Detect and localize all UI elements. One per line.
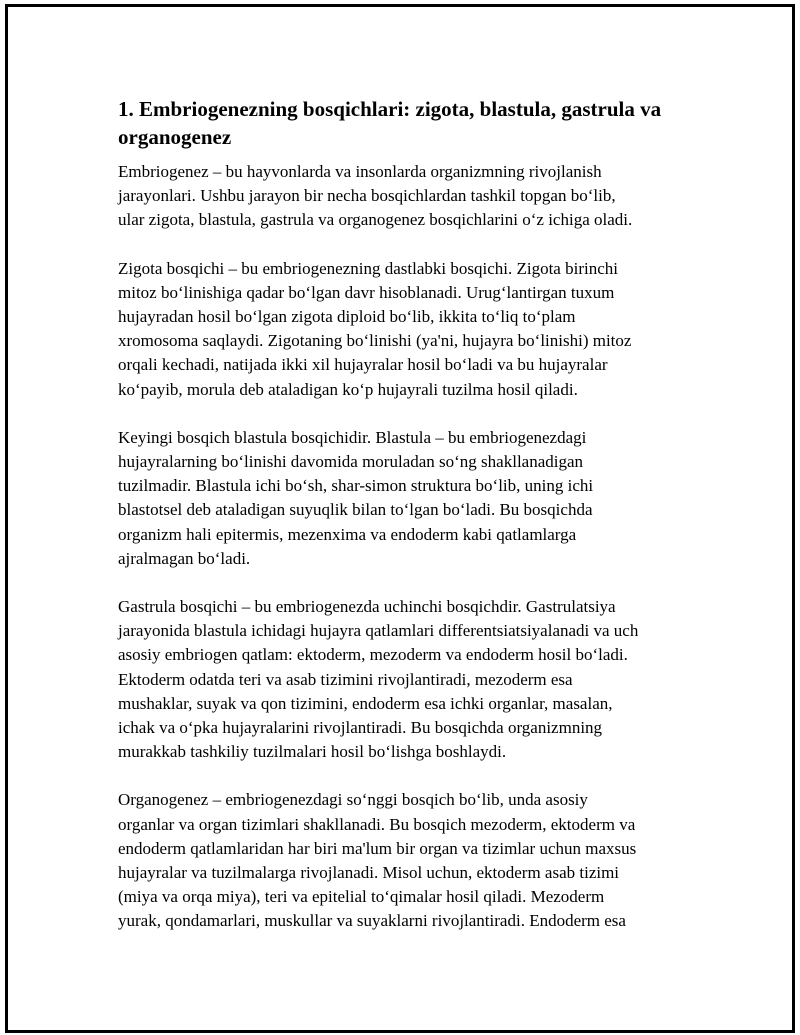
paragraph-blastula: Keyingi bosqich blastula bosqichidir. Blastula – bu embriogenezdagi hujayralarning bo‘linishi davomida moruladan so‘ng shakllanadigan tuzilmadir. Blastula ichi bo‘sh, shar-simon struktura bo‘lib, uning ichi blastotsel deb ataladigan suyuqlik bilan to‘lgan bo‘ladi. Bu bosqichda organizm hali epitermis, mezenxima va endoderm kabi qatlamlarga ajralmagan bo‘ladi.	[118, 427, 594, 568]
page-frame	[5, 4, 795, 1033]
section-heading: 1. Embriogenezning bosqichlari: zigota, blastula, gastrula va organogenez	[118, 97, 662, 149]
paragraph-organogenez: Organogenez – embriogenezdagi so‘nggi bosqich bo‘lib, unda asosiy organlar va organ tizimlari shakllanadi. Bu bosqich mezoderm, ektoderm va endoderm qatlamlaridan har biri ma'lum bir organ va tizimlar uchun maxsus hujayralar va tuzilmalarga rivojlanadi. Misol uchun, ektoderm asab tizimi (miya va orqa miya), teri va epitelial to‘qimalar hosil qiladi. Mezoderm yurak, qondamarlari, muskullar va suyaklarni rivojlantiradi. Endoderm esa	[118, 790, 637, 931]
paragraph-zigota: Zigota bosqichi – bu embriogenezning dastlabki bosqichi. Zigota birinchi mitoz bo‘linishiga qadar bo‘lgan davr hisoblanadi. Urug‘lantirgan tuxum hujayradan hosil bo‘lgan zigota diploid bo‘lib, ikkita to‘liq to‘plam xromosoma saqlaydi. Zigotaning bo‘linishi (ya'ni, hujayra bo‘linishi) mitoz orqali kechadi, natijada ikki xil hujayralar hosil bo‘ladi va bu hujayralar ko‘payib, morula deb ataladigan ko‘p hujayrali tuzilma hosil qiladi.	[118, 258, 632, 399]
paragraph-gastrula: Gastrula bosqichi – bu embriogenezda uchinchi bosqichdir. Gastrulatsiya jarayonida blastula ichidagi hujayra qatlamlari differentsiatsiyalanadi va uch asosiy embriogen qatlam: ektoderm, mezoderm va endoderm hosil bo‘ladi. Ektoderm odatda teri va asab tizimini rivojlantiradi, mezoderm esa mushaklar, suyak va qon tizimini, endoderm esa ichki organlar, masalan, ichak va o‘pka hujayralarini rivojlantiradi. Bu bosqichda organizmning murakkab tashkiliy tuzilmalari hosil bo‘lishga boshlaydi.	[118, 597, 639, 762]
document-body	[118, 95, 688, 958]
paragraph-embriogenez-intro: Embriogenez – bu hayvonlarda va insonlarda organizmning rivojlanish jarayonlari. Ushbu jarayon bir necha bosqichlardan tashkil topgan bo‘lib, ular zigota, blastula, gastrula va organogenez bosqichlarini o‘z ichiga oladi.	[118, 162, 633, 230]
